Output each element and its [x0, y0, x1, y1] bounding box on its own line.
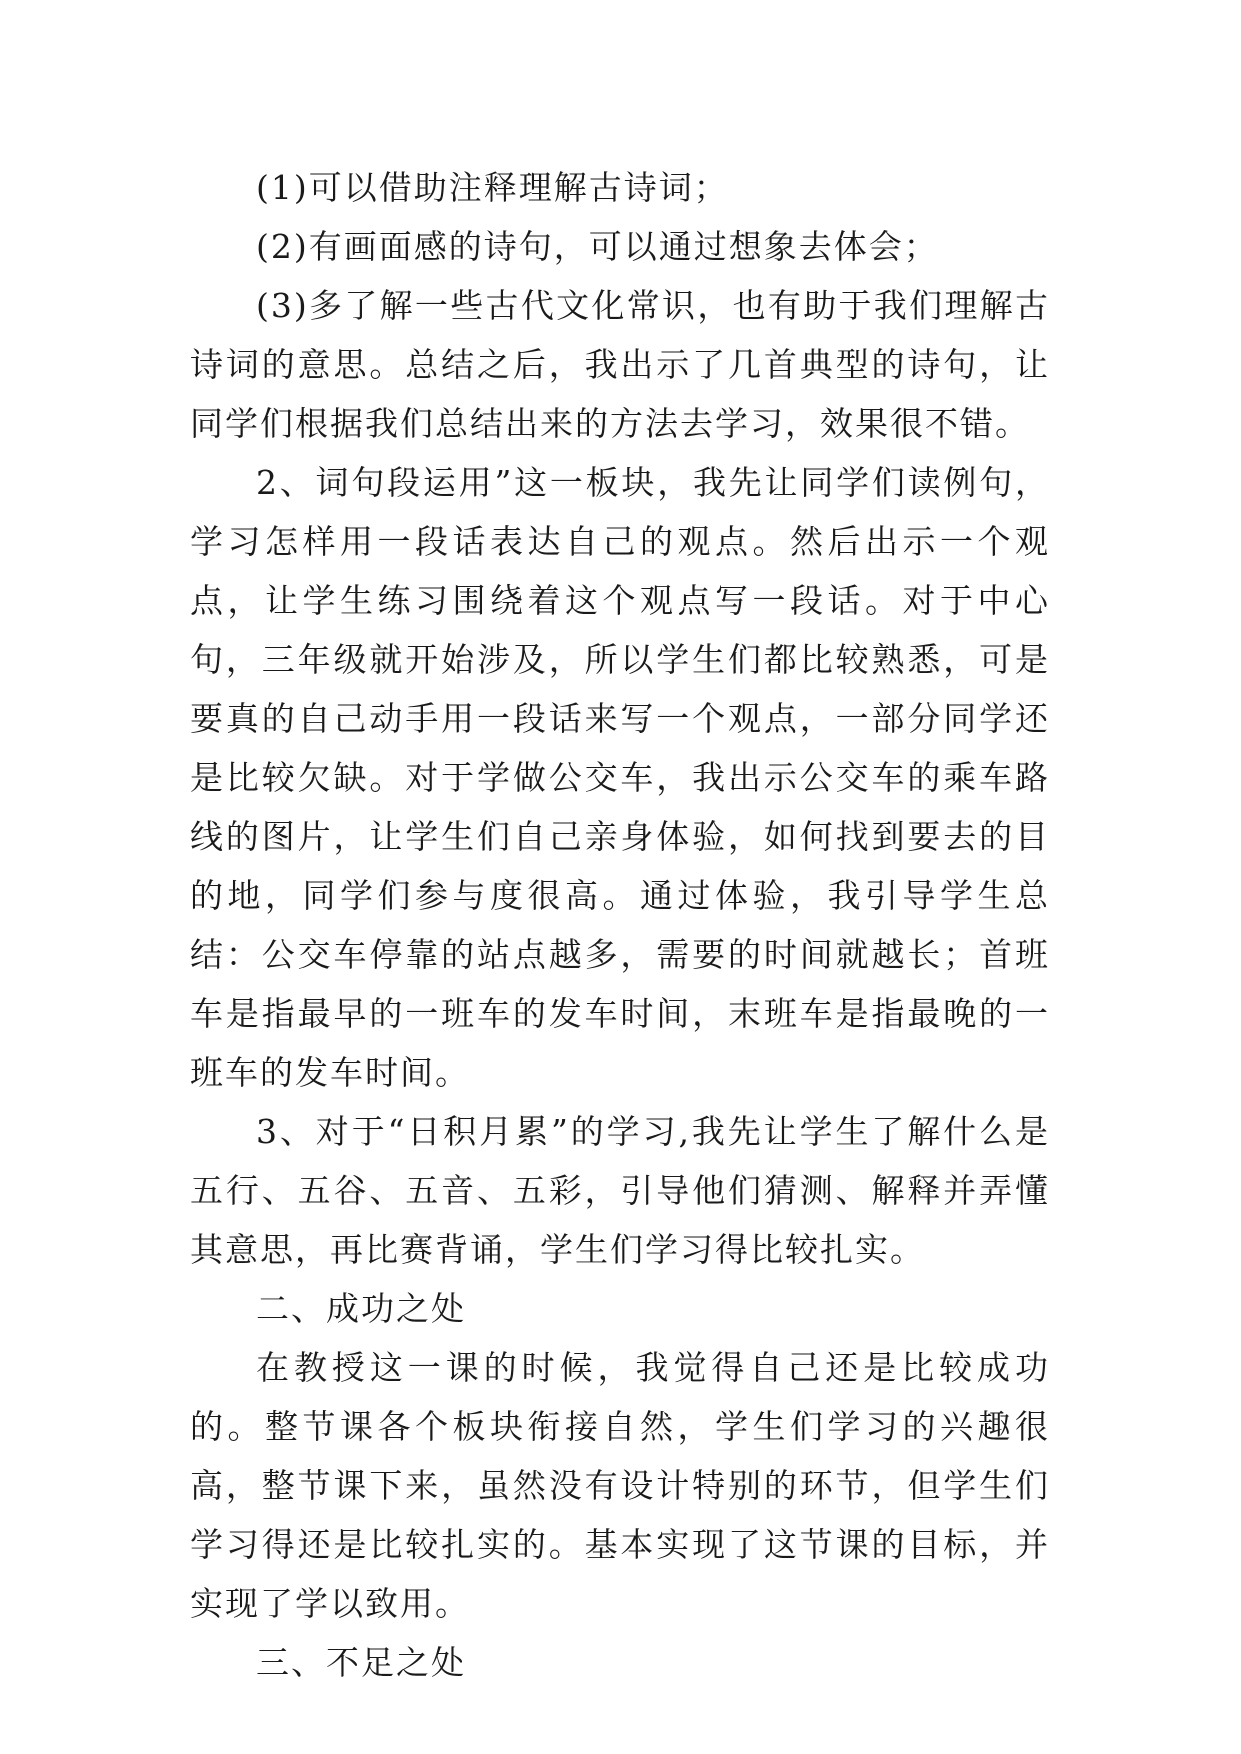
heading-success: 二、成功之处	[256, 1289, 466, 1328]
paragraph-success: 在教授这一课的时候，我觉得自己还是比较成功的。整节课各个板块衔接自然，学生们学习的兴趣很高，整节课下来，虽然没有设计特别的环节，但学生们学习得还是比较扎实的。基本实现了这节课的目标，并实现了学以致用。	[190, 1348, 1050, 1623]
paragraph-tip-2: (2)有画面感的诗句，可以通过想象去体会；	[256, 227, 939, 266]
paragraph-tip-1: (1)可以借助注释理解古诗词；	[256, 168, 729, 207]
paragraph-section-3: 3、对于“日积月累”的学习,我先让学生了解什么是五行、五谷、五音、五彩，引导他们猜测、解释并弄懂其意思，再比赛背诵，学生们学习得比较扎实。	[190, 1112, 1050, 1269]
paragraph-tip-3: (3)多了解一些古代文化常识，也有助于我们理解古诗词的意思。总结之后，我出示了几首典型的诗句，让同学们根据我们总结出来的方法去学习，效果很不错。	[190, 286, 1050, 443]
heading-shortcomings: 三、不足之处	[256, 1643, 466, 1682]
body-text	[190, 158, 1050, 1692]
paragraph-section-2: 2、词句段运用”这一板块，我先让同学们读例句，学习怎样用一段话表达自己的观点。然后出示一个观点，让学生练习围绕着这个观点写一段话。对于中心句，三年级就开始涉及，所以学生们都比较熟悉，可是要真的自己动手用一段话来写一个观点，一部分同学还是比较欠缺。对于学做公交车，我出示公交车的乘车路线的图片，让学生们自己亲身体验，如何找到要去的目的地，同学们参与度很高。通过体验，我引导学生总结：公交车停靠的站点越多，需要的时间就越长；首班车是指最早的一班车的发车时间，末班车是指最晚的一班车的发车时间。	[190, 463, 1050, 1092]
